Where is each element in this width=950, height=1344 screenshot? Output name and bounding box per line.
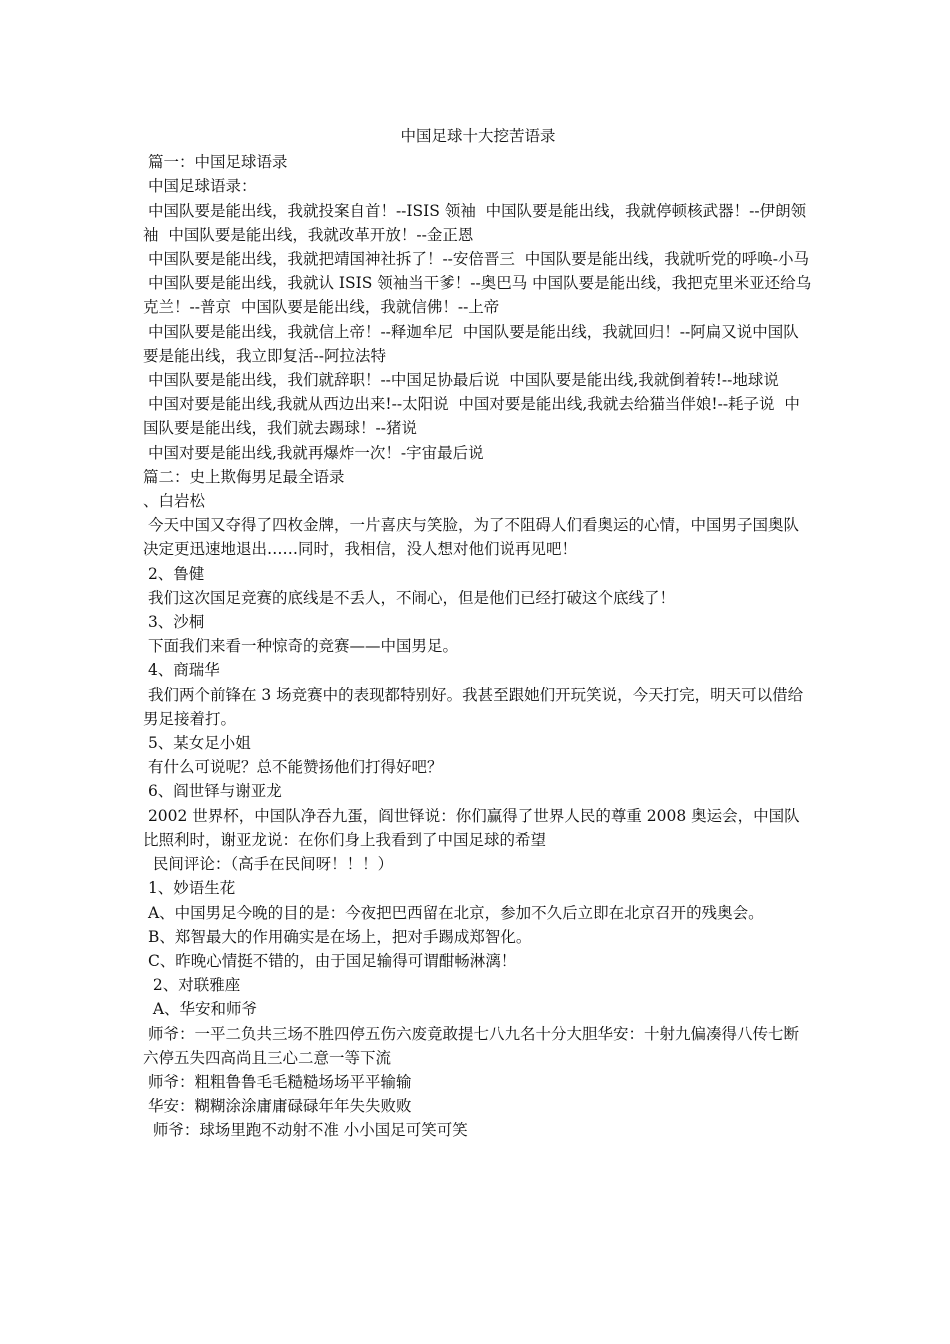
- paragraph-line: 我们两个前锋在 3 场竞赛中的表现都特别好。我甚至跟她们开玩笑说，今天打完，明天可以借给男足接着打。: [143, 685, 804, 728]
- paragraph-line: 6、阎世铎与谢亚龙: [143, 782, 282, 801]
- paragraph-line: 中国对要是能出线,我就再爆炸一次！-宇宙最后说: [143, 443, 484, 462]
- paragraph-line: 中国对要是能出线,我就从西边出来!--太阳说 中国对要是能出线,我就去给猫当伴娘!--耗子说 中国队要是能出线，我们就去踢球！--猪说: [143, 395, 800, 438]
- paragraph-line: 师爷：球场里跑不动射不准 小小国足可笑可笑: [143, 1121, 468, 1140]
- document-body: [143, 150, 813, 1142]
- paragraph-line: 4、商瑞华: [143, 661, 220, 680]
- paragraph-line: 5、某女足小姐: [143, 734, 251, 753]
- paragraph-line: 中国队要是能出线，我就信上帝！--释迦牟尼 中国队要是能出线，我就回归！--阿扁又说中国队要是能出线，我立即复活--阿拉法特: [143, 322, 799, 365]
- paragraph-line: 民间评论：（高手在民间呀！！！）: [143, 855, 394, 874]
- document-title: 中国足球十大挖苦语录: [400, 127, 556, 145]
- paragraph-line: 下面我们来看一种惊奇的竞赛——中国男足。: [143, 637, 458, 656]
- document-page: [143, 124, 813, 1143]
- paragraph-line: 中国队要是能出线，我就把靖国神社拆了！--安倍晋三 中国队要是能出线，我就听党的呼唤-小马: [143, 250, 810, 269]
- paragraph-line: C、昨晚心情挺不错的，由于国足输得可谓酣畅淋漓！: [143, 951, 517, 970]
- paragraph-line: 师爷：一平二负共三场不胜四停五伤六废竟敢提七八九名十分大胆华安：十射九偏凑得八传七断六停五失四高尚且三心二意一等下流: [143, 1024, 799, 1067]
- paragraph-line: 中国队要是能出线，我们就辞职！--中国足协最后说 中国队要是能出线,我就倒着转!--地球说: [143, 371, 779, 390]
- paragraph-line: 有什么可说呢？总不能赞扬他们打得好吧？: [143, 758, 443, 777]
- paragraph-line: 2、对联雅座: [143, 976, 241, 995]
- paragraph-line: 中国足球语录：: [143, 177, 257, 196]
- paragraph-line: 篇二：史上欺侮男足最全语录: [143, 467, 345, 486]
- paragraph-line: 2002 世界杯，中国队净吞九蛋，阎世铎说：你们赢得了世界人民的尊重 2008 奥运会，中国队比照利时，谢亚龙说：在你们身上我看到了中国足球的希望: [143, 806, 800, 849]
- paragraph-line: 3、沙桐: [143, 613, 205, 632]
- paragraph-line: B、郑智最大的作用确实是在场上，把对手踢成郑智化。: [143, 927, 532, 946]
- paragraph-line: 今天中国又夺得了四枚金牌，一片喜庆与笑脸，为了不阻碍人们看奥运的心情，中国男子国奥队决定更迅速地退出……同时，我相信，没人想对他们说再见吧！: [143, 516, 799, 559]
- paragraph-line: 1、妙语生花: [143, 879, 236, 898]
- paragraph-line: A、中国男足今晚的目的是：今夜把巴西留在北京，参加不久后立即在北京召开的残奥会。: [143, 903, 764, 922]
- paragraph-line: 2、鲁健: [143, 564, 205, 583]
- paragraph-line: A、华安和师爷: [143, 1000, 258, 1019]
- paragraph-line: 中国队要是能出线，我就认 ISIS 领袖当干爹！--奥巴马 中国队要是能出线，我把克里米亚还给乌克兰！--普京 中国队要是能出线，我就信佛！--上帝: [143, 274, 812, 317]
- paragraph-line: 篇一：中国足球语录: [143, 153, 288, 172]
- paragraph-line: 华安：糊糊涂涂庸庸碌碌年年失失败败: [143, 1097, 412, 1116]
- paragraph-line: 、白岩松: [143, 492, 206, 511]
- paragraph-line: 师爷：粗粗鲁鲁毛毛糙糙场场平平输输: [143, 1072, 412, 1091]
- paragraph-line: 我们这次国足竞赛的底线是不丢人，不闹心，但是他们已经打破这个底线了！: [143, 588, 675, 607]
- paragraph-line: 中国队要是能出线，我就投案自首！--ISIS 领袖 中国队要是能出线，我就停顿核武器！--伊朗领袖 中国队要是能出线，我就改革开放！--金正恩: [143, 201, 807, 244]
